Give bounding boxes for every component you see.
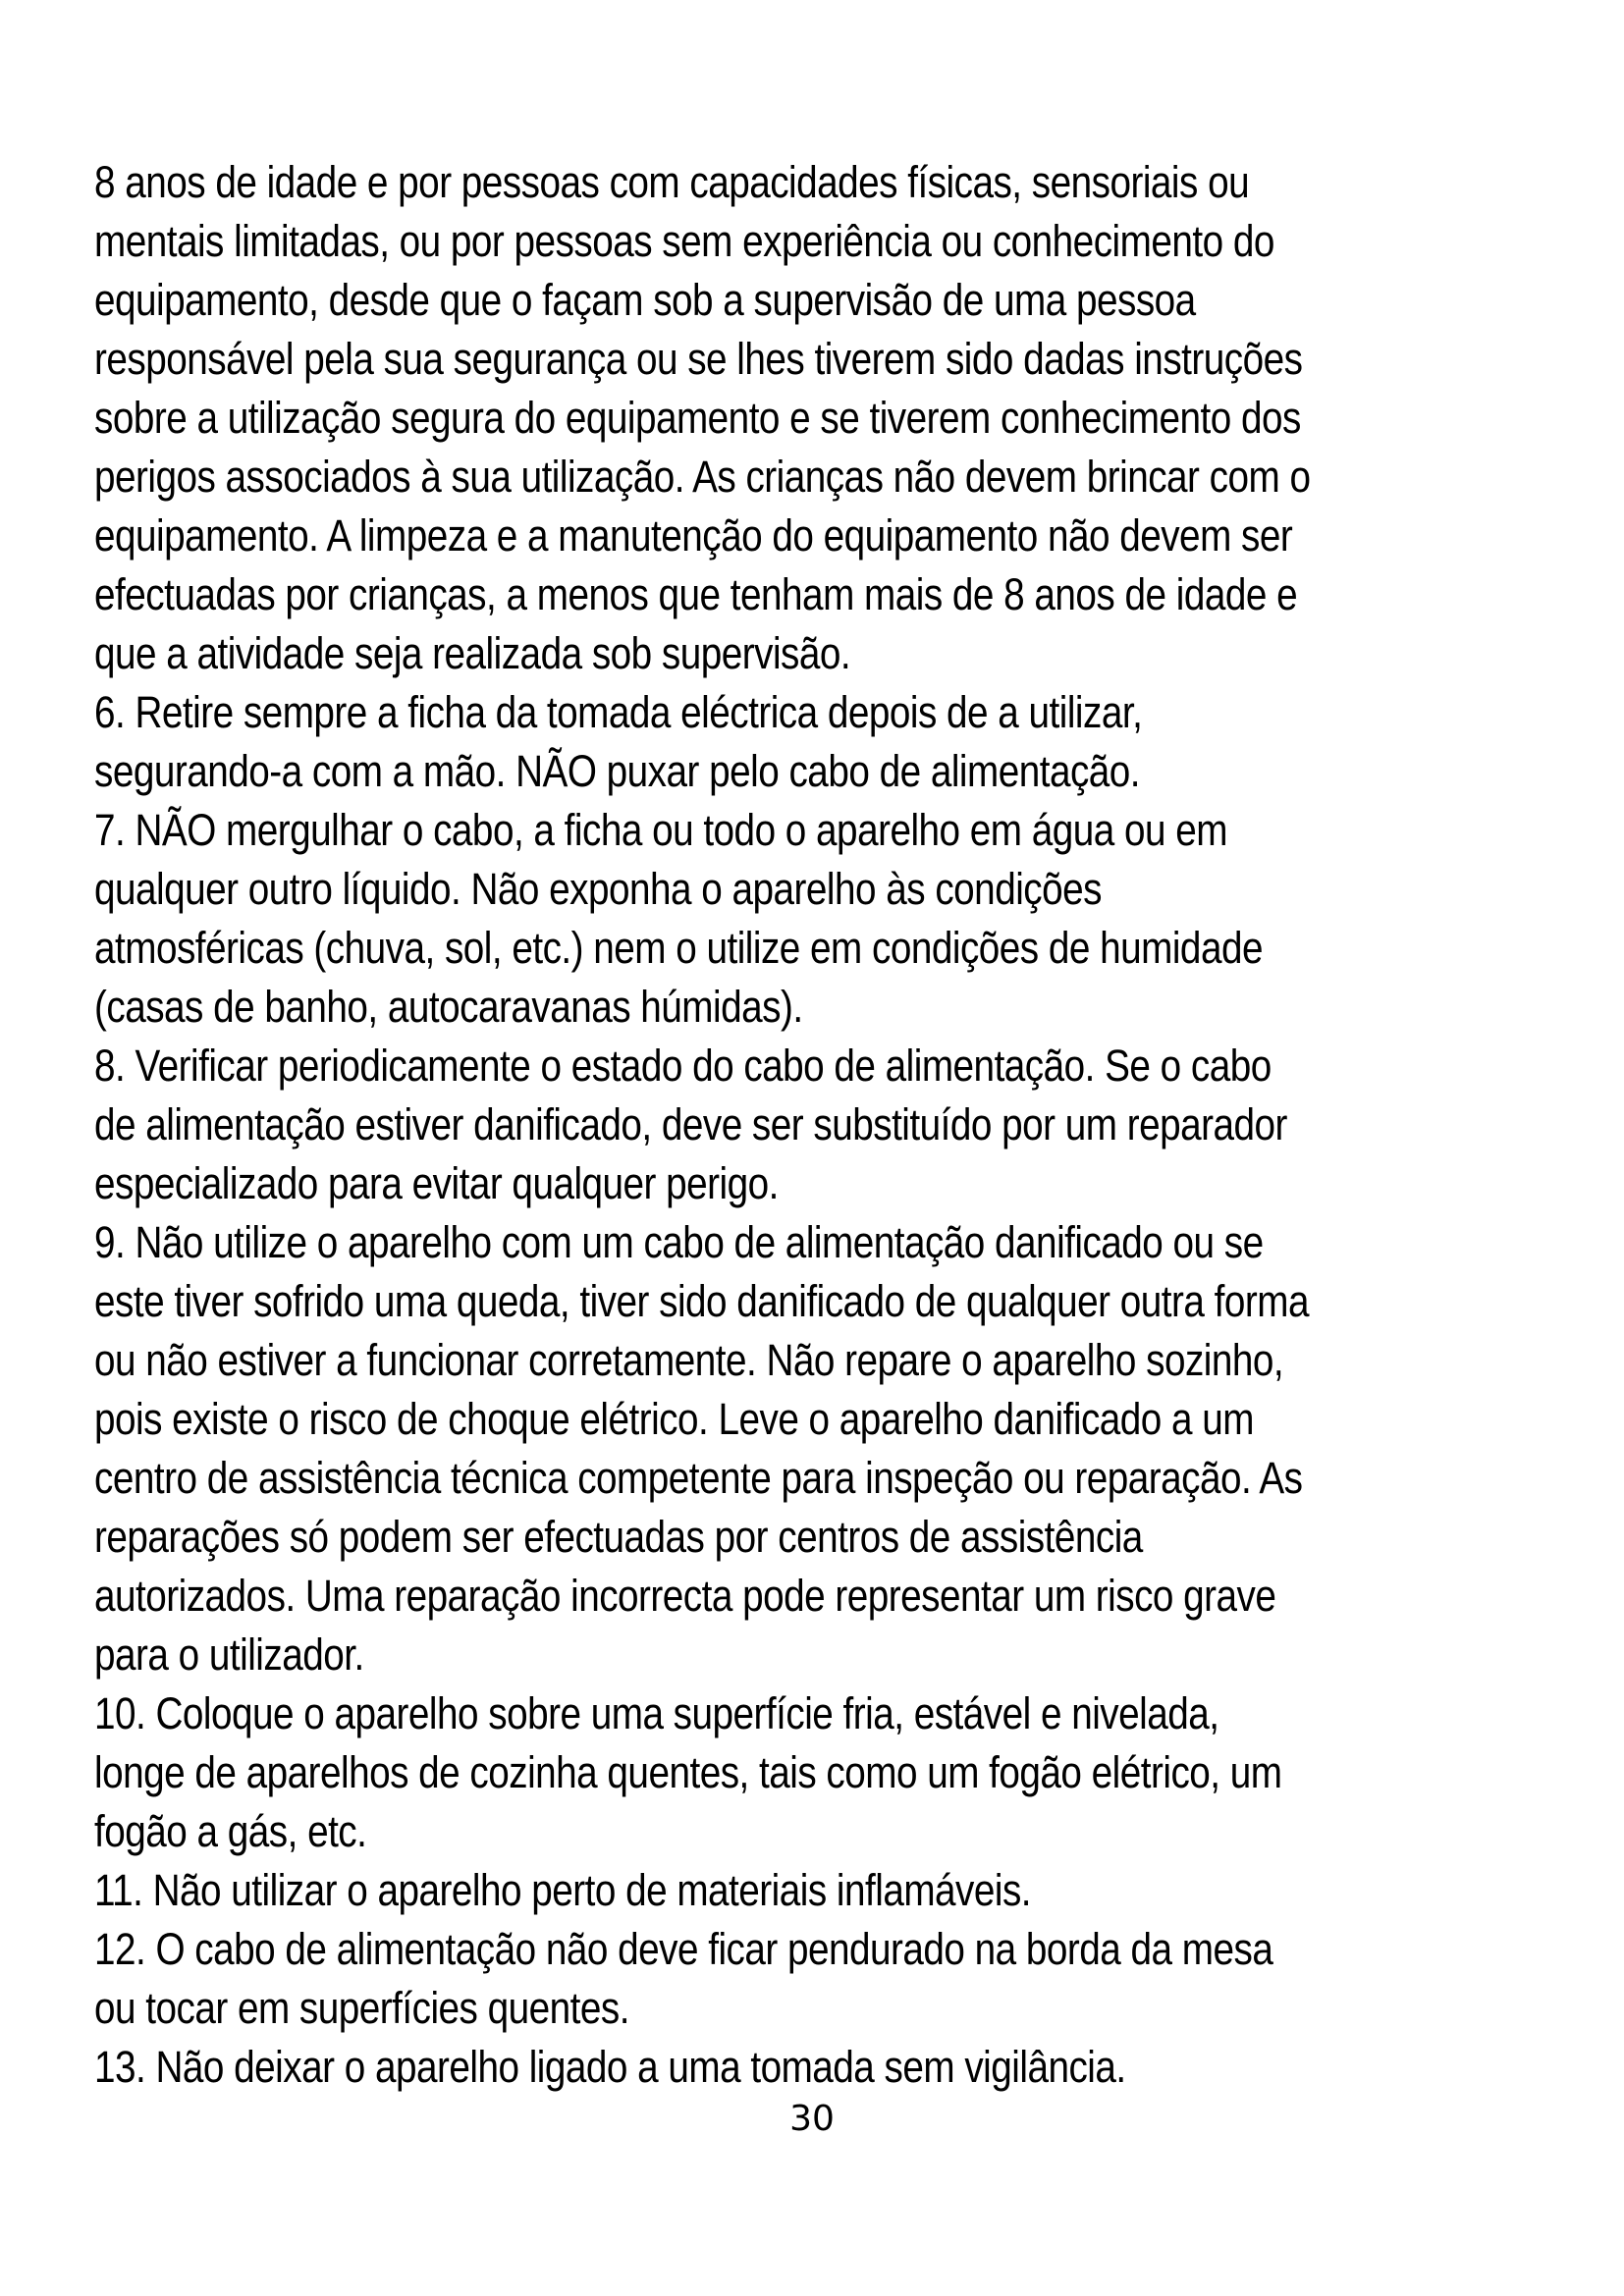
item-12-line: 12. O cabo de alimentação não deve ficar pendurado na borda da mesa [94, 1924, 1273, 1974]
text-line: responsável pela sua segurança ou se lhes tiverem sido dadas instruções [94, 334, 1303, 384]
page-number: 30 [789, 2099, 835, 2139]
text-line: ou não estiver a funcionar corretamente. Não repare o aparelho sozinho, [94, 1335, 1284, 1385]
text-line: longe de aparelhos de cozinha quentes, tais como um fogão elétrico, um [94, 1747, 1282, 1797]
item-11-line: 11. Não utilizar o aparelho perto de materiais inflamáveis. [94, 1865, 1032, 1915]
text-line: que a atividade seja realizada sob supervisão. [94, 628, 851, 678]
item-10-line: 10. Coloque o aparelho sobre uma superfície fria, estável e nivelada, [94, 1688, 1219, 1738]
text-line: segurando-a com a mão. NÃO puxar pelo cabo de alimentação. [94, 746, 1141, 796]
text-line: atmosféricas (chuva, sol, etc.) nem o utilize em condições de humidade [94, 923, 1263, 973]
text-line: fogão a gás, etc. [94, 1806, 367, 1856]
text-line: este tiver sofrido uma queda, tiver sido danificado de qualquer outra forma [94, 1276, 1309, 1326]
item-6-line: 6. Retire sempre a ficha da tomada eléctrica depois de a utilizar, [94, 687, 1143, 737]
text-line: para o utilizador. [94, 1629, 364, 1680]
text-line: especializado para evitar qualquer perigo. [94, 1158, 779, 1208]
text-line: 8 anos de idade e por pessoas com capacidades físicas, sensoriais ou [94, 157, 1250, 207]
item-7-line: 7. NÃO mergulhar o cabo, a ficha ou todo o aparelho em água ou em [94, 805, 1227, 855]
text-line: reparações só podem ser efectuadas por centros de assistência [94, 1512, 1143, 1562]
text-line: pois existe o risco de choque elétrico. Leve o aparelho danificado a um [94, 1394, 1255, 1444]
text-line: equipamento. A limpeza e a manutenção do equipamento não devem ser [94, 510, 1293, 561]
text-line: efectuadas por crianças, a menos que tenham mais de 8 anos de idade e [94, 569, 1298, 619]
item-9-line: 9. Não utilize o aparelho com um cabo de alimentação danificado ou se [94, 1217, 1264, 1267]
text-line: centro de assistência técnica competente para inspeção ou reparação. As [94, 1453, 1303, 1503]
text-line: qualquer outro líquido. Não exponha o aparelho às condições [94, 864, 1102, 914]
text-line: autorizados. Uma reparação incorrecta pode representar um risco grave [94, 1571, 1276, 1621]
document-body [94, 153, 1330, 2097]
text-line: perigos associados à sua utilização. As crianças não devem brincar com o [94, 452, 1311, 502]
item-8-line: 8. Verificar periodicamente o estado do cabo de alimentação. Se o cabo [94, 1041, 1272, 1091]
text-line: de alimentação estiver danificado, deve ser substituído por um reparador [94, 1099, 1287, 1149]
text-line: ou tocar em superfícies quentes. [94, 1983, 629, 2033]
text-line: sobre a utilização segura do equipamento e se tiverem conhecimento dos [94, 393, 1301, 443]
text-line: equipamento, desde que o façam sob a supervisão de uma pessoa [94, 275, 1196, 325]
text-line: mentais limitadas, ou por pessoas sem experiência ou conhecimento do [94, 216, 1274, 266]
text-line: (casas de banho, autocaravanas húmidas). [94, 982, 803, 1032]
item-13-line: 13. Não deixar o aparelho ligado a uma tomada sem vigilância. [94, 2042, 1126, 2092]
